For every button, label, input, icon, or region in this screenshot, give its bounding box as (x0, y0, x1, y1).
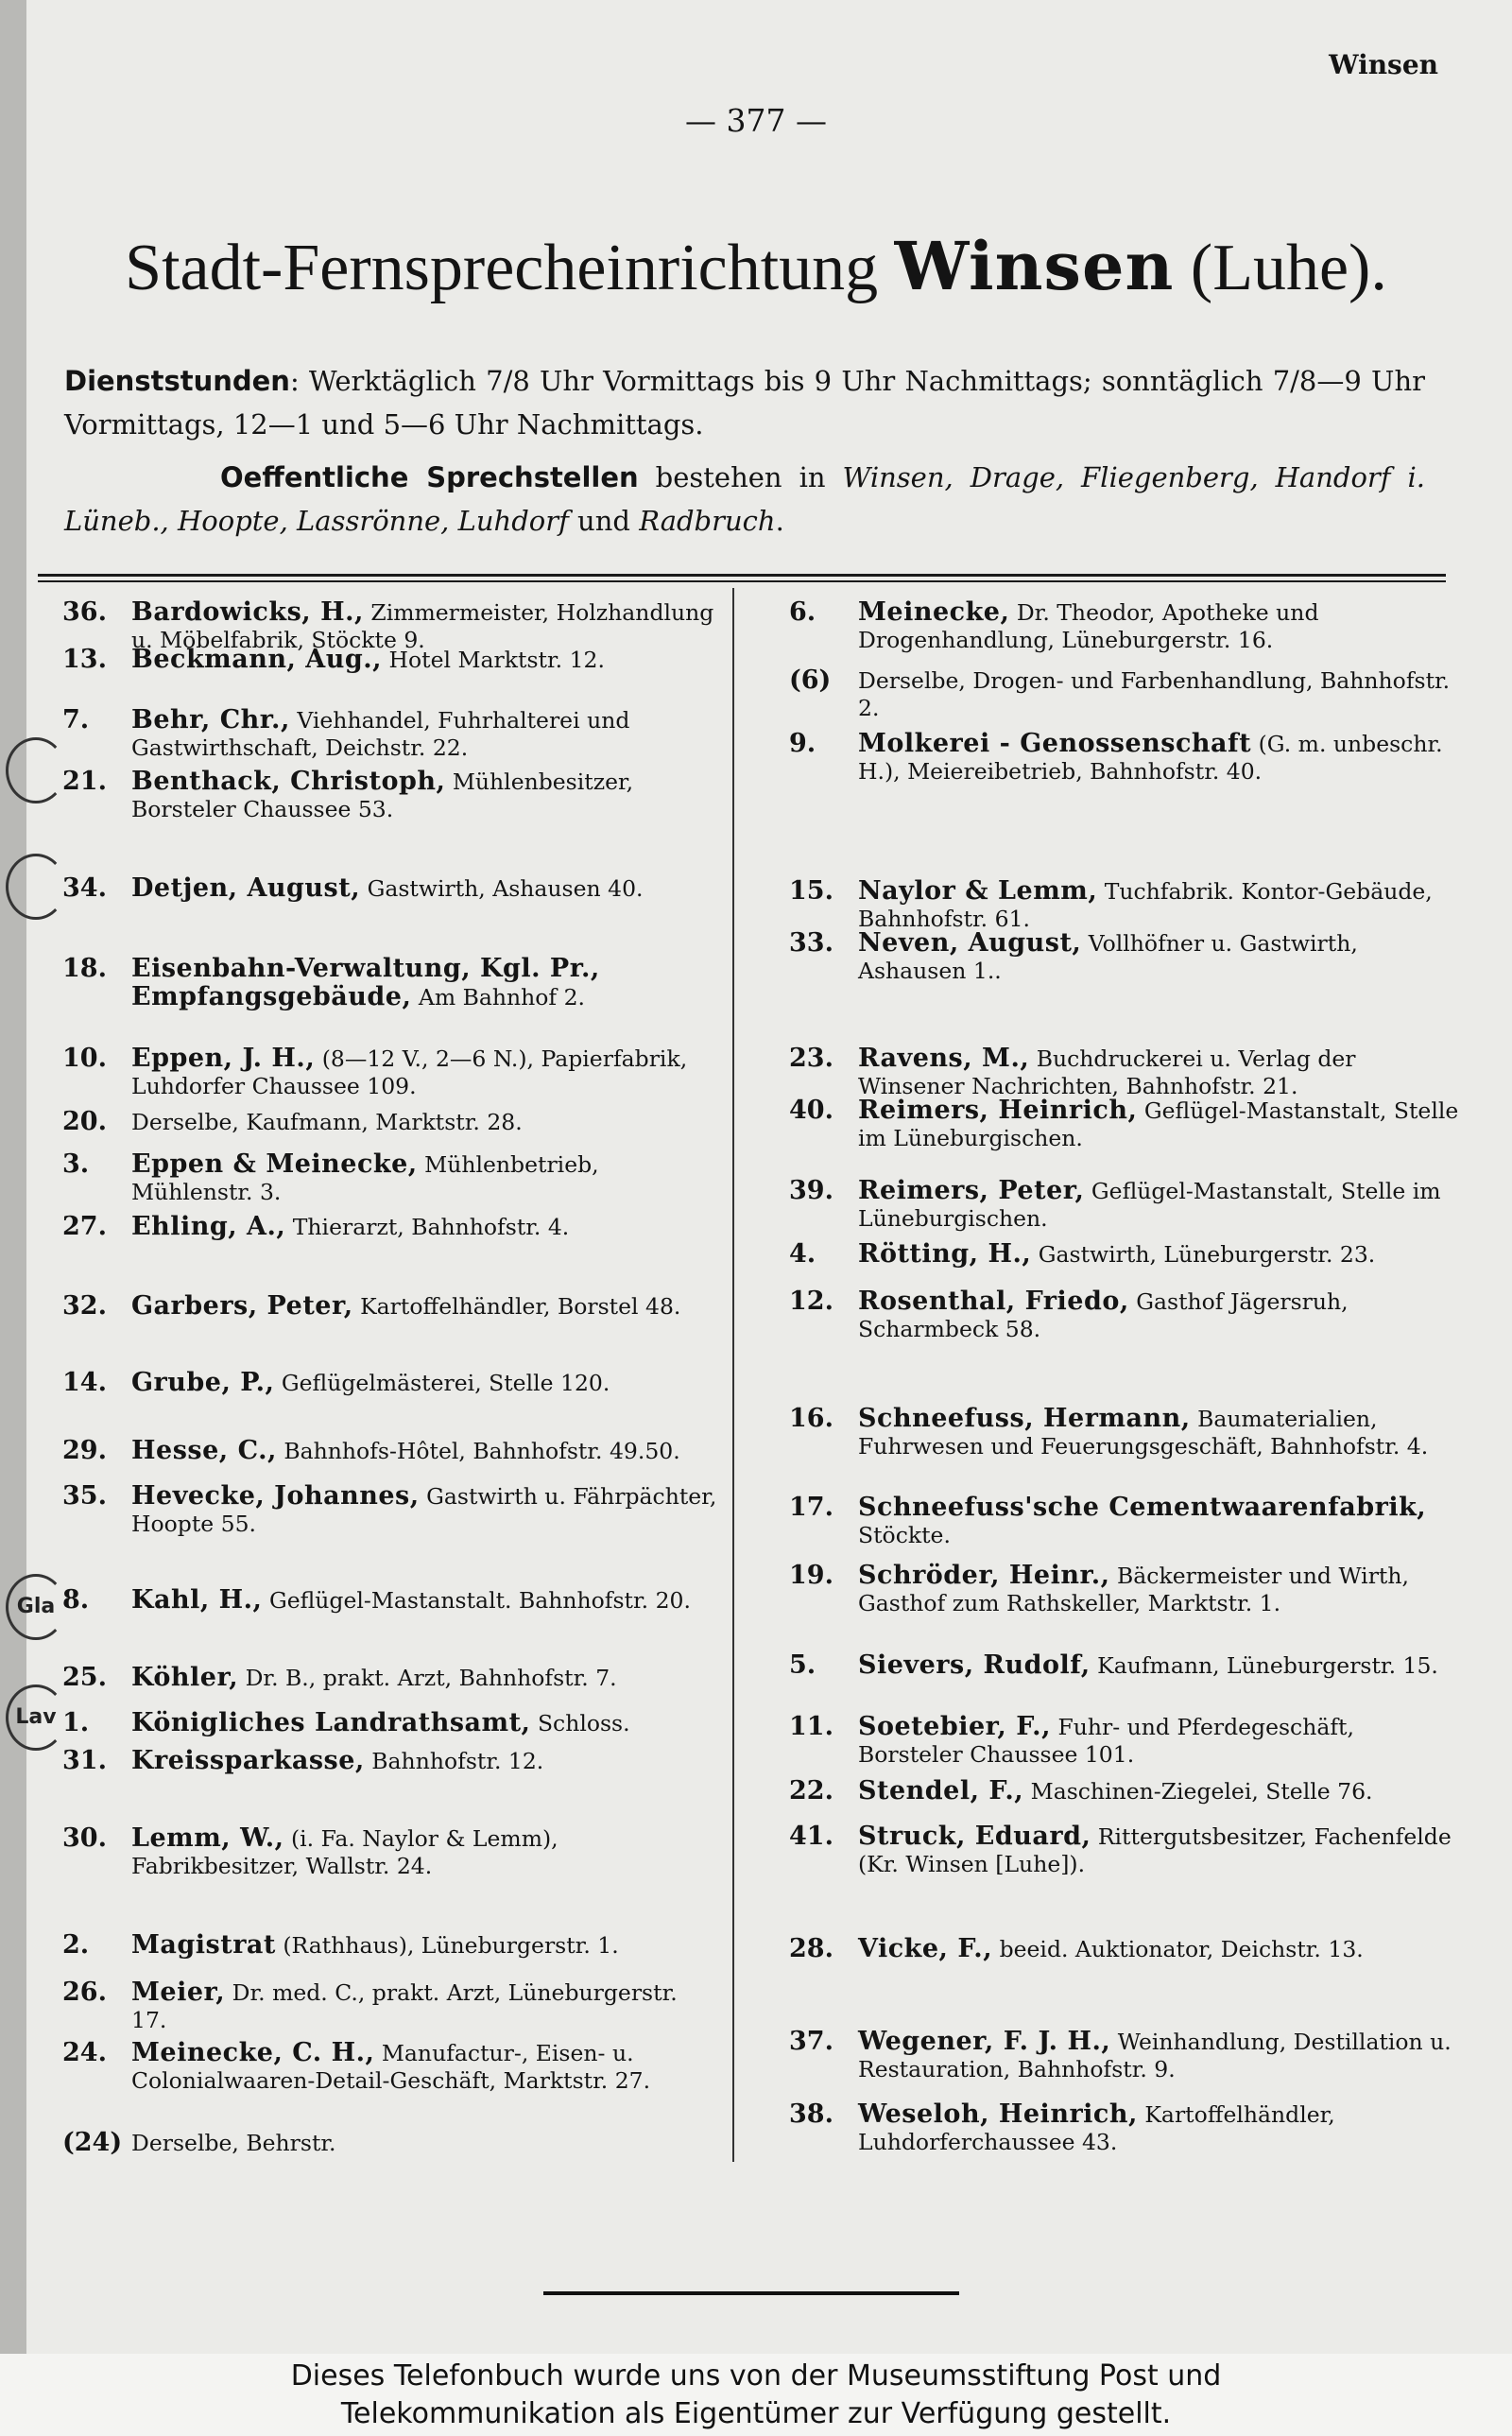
entry-text (62, 1931, 717, 1960)
public-places: Winsen, Drage, Fliegenberg, Handorf i. Lüneb., Hoopte, Lassrönne, Luhdorf (64, 461, 1425, 537)
entry-text (62, 2129, 717, 2157)
entry-text (789, 1935, 1463, 1963)
entry-text (789, 730, 1463, 786)
entry-text (62, 1824, 717, 1880)
subscriber-details: Baumaterialien, Fuhrwesen und Feuerungsgeschäft, Bahnhofstr. 4. (858, 1406, 1429, 1460)
subscriber-name: Detjen, August, (131, 873, 361, 903)
entry-text (789, 877, 1463, 933)
entry-number: 39. (789, 1176, 833, 1205)
entry-number: 27. (62, 1212, 107, 1241)
entry-text (62, 646, 717, 674)
subscriber-name: Vicke, F., (858, 1934, 993, 1963)
public-stations (64, 456, 1425, 543)
subscriber-details: Geflügel-Mastanstalt, Stelle im Lüneburgischen. (858, 1178, 1441, 1232)
entry-text (789, 1240, 1463, 1269)
entry-number: 24. (62, 2038, 107, 2067)
subscriber-name: Beckmann, Aug., (131, 645, 383, 674)
entry-number: 16. (789, 1404, 833, 1433)
entry-text (62, 1747, 717, 1775)
subscriber-name: Ravens, M., (858, 1044, 1030, 1073)
top-rule (38, 574, 1446, 577)
subscriber-name: Kreissparkasse, (131, 1746, 365, 1775)
subscriber-details: (8—12 V., 2—6 N.), Papierfabrik, Luhdorfer Chaussee 109. (131, 1045, 688, 1099)
entry-number: 41. (789, 1822, 833, 1851)
entry-text (62, 706, 717, 762)
entry-text (62, 1045, 717, 1100)
entry-text (789, 1097, 1463, 1152)
subscriber-details: Viehhandel, Fuhrhalterei und Gastwirthschaft, Deichstr. 22. (131, 707, 630, 761)
subscriber-name: Weseloh, Heinrich, (858, 2099, 1138, 2129)
public-and: und (568, 505, 640, 537)
entry-text (789, 598, 1463, 654)
entry-number: 9. (789, 729, 816, 758)
entry-text (62, 2039, 717, 2095)
subscriber-details: Hotel Marktstr. 12. (382, 647, 605, 673)
subscriber-name: Magistrat (131, 1930, 276, 1960)
subscriber-details: Mühlenbetrieb, Mühlenstr. 3. (131, 1151, 599, 1205)
entry-text (62, 1369, 717, 1397)
subscriber-details: Gasthof Jägersruh, Scharmbeck 58. (858, 1288, 1349, 1342)
subscriber-name: Eppen, J. H., (131, 1044, 316, 1073)
margin-mark: Gla (6, 1574, 66, 1640)
subscriber-details: Geflügel-Mastanstalt, Stelle im Lüneburgischen. (858, 1097, 1459, 1151)
entry-number: 8. (62, 1585, 90, 1615)
entry-text (62, 1664, 717, 1692)
subscriber-details: (G. m. unbeschr. H.), Meiereibetrieb, Bahnhofstr. 40. (858, 731, 1443, 785)
entry-number: 13. (62, 645, 107, 674)
entry-text (789, 1494, 1463, 1549)
subscriber-details: Rittergutsbesitzer, Fachenfelde (Kr. Winsen [Luhe]). (858, 1823, 1452, 1877)
entry-number: (24) (62, 2128, 123, 2157)
subscriber-details: Kartoffelhändler, Borstel 48. (352, 1293, 681, 1320)
entry-number: 32. (62, 1291, 107, 1321)
subscriber-name: Eppen & Meinecke, (131, 1149, 418, 1179)
entry-number: 20. (62, 1107, 107, 1136)
subscriber-details: Maschinen-Ziegelei, Stelle 76. (1023, 1778, 1373, 1805)
entry-number: 23. (789, 1044, 833, 1073)
entry-number: 28. (789, 1934, 833, 1963)
subscriber-name: Schröder, Heinr., (858, 1561, 1110, 1590)
entry-number: 33. (789, 928, 833, 958)
subscriber-name: Molkerei - Genossenschaft (858, 729, 1252, 758)
subscriber-details: Mühlenbesitzer, Borsteler Chaussee 53. (131, 769, 634, 822)
public-last: Radbruch (639, 505, 776, 537)
entry-text (789, 2100, 1463, 2156)
subscriber-name: Reimers, Heinrich, (858, 1096, 1138, 1125)
entry-text (789, 1287, 1463, 1343)
entry-text (789, 1405, 1463, 1460)
subscriber-name: Behr, Chr., (131, 705, 290, 734)
entry-number: 10. (62, 1044, 107, 1073)
margin-mark (6, 854, 66, 920)
subscriber-name: Benthack, Christoph, (131, 767, 446, 796)
entry-text (62, 1292, 717, 1321)
subscriber-details: Thierarzt, Bahnhofstr. 4. (285, 1214, 570, 1240)
subscriber-details: Geflügelmästerei, Stelle 120. (274, 1370, 610, 1396)
title-prefix: Stadt-Fernsprecheinrichtung (125, 232, 879, 304)
subscriber-details: Tuchfabrik. Kontor-Gebäude, Bahnhofstr. 61. (858, 878, 1433, 932)
subscriber-name: Bardowicks, H., (131, 597, 364, 627)
title-suffix: (Luhe). (1190, 232, 1387, 304)
subscriber-name: Naylor & Lemm, (858, 876, 1098, 906)
subscriber-name: Hesse, C., (131, 1436, 277, 1465)
subscriber-details: Bäckermeister und Wirth, Gasthof zum Rathskeller, Marktstr. 1. (858, 1563, 1409, 1616)
entry-number: 18. (62, 954, 107, 983)
subscriber-details: Gastwirth, Ashausen 40. (360, 875, 644, 902)
subscriber-name: Eisenbahn-Verwaltung, Kgl. Pr., Empfangsgebäude, (131, 954, 600, 1011)
entry-number: 19. (789, 1561, 833, 1590)
subscriber-name: Meinecke, C. H., (131, 2038, 375, 2067)
public-end: . (775, 505, 784, 537)
entry-text (62, 1978, 717, 2034)
subscriber-details: beeid. Auktionator, Deichstr. 13. (992, 1936, 1364, 1962)
entry-number: 1. (62, 1708, 90, 1737)
subscriber-name: Grube, P., (131, 1368, 275, 1397)
entry-number: 3. (62, 1149, 90, 1179)
footer-notice (0, 2354, 1512, 2436)
entry-text (789, 666, 1463, 722)
subscriber-name: Schneefuss, Hermann, (858, 1404, 1191, 1433)
entry-text (62, 874, 717, 903)
entry-number: 21. (62, 767, 107, 796)
entry-text (789, 1651, 1463, 1680)
entry-text (789, 1823, 1463, 1878)
entry-text (789, 1713, 1463, 1769)
entry-number: 34. (62, 873, 107, 903)
entry-text (789, 2028, 1463, 2083)
subscriber-details: Dr. B., prakt. Arzt, Bahnhofstr. 7. (238, 1665, 617, 1691)
subscriber-name: Meier, (131, 1978, 226, 2007)
entry-text (62, 1213, 717, 1241)
subscriber-details: Bahnhofstr. 12. (364, 1748, 544, 1774)
top-rule-thin (38, 580, 1446, 582)
entry-number: 14. (62, 1368, 107, 1397)
subscriber-details: Derselbe, Behrstr. (131, 2130, 336, 2156)
entry-number: 2. (62, 1930, 90, 1960)
subscriber-details: Zimmermeister, Holzhandlung u. Möbelfabrik, Stöckte 9. (131, 599, 714, 653)
subscriber-name: Schneefuss'sche Cementwaarenfabrik, (858, 1493, 1427, 1522)
subscriber-name: Reimers, Peter, (858, 1176, 1085, 1205)
entry-number: 4. (789, 1239, 816, 1269)
entry-number: 12. (789, 1287, 833, 1316)
subscriber-details: Kartoffelhändler, Luhdorferchaussee 43. (858, 2101, 1335, 2155)
entry-text (62, 955, 717, 1011)
service-hours (64, 359, 1425, 446)
entry-number: 36. (62, 597, 107, 627)
public-text: bestehen in (638, 461, 843, 493)
entry-text (62, 1709, 717, 1737)
subscriber-details: Gastwirth, Lüneburgerstr. 23. (1031, 1241, 1376, 1268)
entry-text (789, 1562, 1463, 1617)
entry-number: 7. (62, 705, 90, 734)
subscriber-name: Kahl, H., (131, 1585, 263, 1615)
subscriber-details: Geflügel-Mastanstalt. Bahnhofstr. 20. (262, 1587, 691, 1614)
entry-number: (6) (789, 665, 832, 695)
entry-text (789, 1777, 1463, 1805)
subscriber-details: Am Bahnhof 2. (411, 984, 585, 1011)
entry-text (62, 768, 717, 823)
subscriber-details: Bahnhofs-Hôtel, Bahnhofstr. 49.50. (276, 1438, 680, 1464)
subscriber-name: Soetebier, F., (858, 1712, 1051, 1741)
subscriber-details: Gastwirth u. Fährpächter, Hoopte 55. (131, 1483, 717, 1537)
entry-text (62, 1586, 717, 1615)
subscriber-name: Neven, August, (858, 928, 1082, 958)
subscriber-name: Sievers, Rudolf, (858, 1650, 1091, 1680)
subscriber-name: Lemm, W., (131, 1823, 284, 1853)
entry-number: 38. (789, 2099, 833, 2129)
entry-number: 29. (62, 1436, 107, 1465)
entry-text (789, 929, 1463, 985)
end-rule (543, 2291, 959, 2295)
public-label: Oeffentliche Sprechstellen (220, 461, 639, 493)
footer-line-1: Dieses Telefonbuch wurde uns von der Museumsstiftung Post und (290, 2359, 1222, 2393)
subscriber-name: Rötting, H., (858, 1239, 1032, 1269)
entry-number: 30. (62, 1823, 107, 1853)
entry-number: 25. (62, 1663, 107, 1692)
subscriber-name: Hevecke, Johannes, (131, 1481, 420, 1511)
entry-text (62, 1437, 717, 1465)
subscriber-name: Garbers, Peter, (131, 1291, 353, 1321)
subscriber-name: Meinecke, (858, 597, 1010, 627)
subscriber-details: Schloss. (530, 1710, 630, 1736)
subscriber-details: Manufactur-, Eisen- u. Colonialwaaren-Detail-Geschäft, Marktstr. 27. (131, 2040, 651, 2094)
title-city: Winsen (894, 227, 1175, 305)
entry-number: 5. (789, 1650, 816, 1680)
column-rule (732, 588, 734, 2162)
subscriber-name: Ehling, A., (131, 1212, 286, 1241)
entry-text (789, 1045, 1463, 1100)
page-number: — 377 — (685, 102, 827, 139)
page-title (0, 227, 1512, 306)
subscriber-details: Buchdruckerei u. Verlag der Winsener Nachrichten, Bahnhofstr. 21. (858, 1045, 1356, 1099)
subscriber-name: Stendel, F., (858, 1776, 1024, 1805)
hours-text: : Werktäglich 7/8 Uhr Vormittags bis 9 Uhr Nachmittags; sonntäglich 7/8—9 Uhr Vormittags, 12—1 und 5—6 Uhr Nachmittags. (64, 365, 1425, 441)
entry-number: 37. (789, 2027, 833, 2056)
subscriber-name: Rosenthal, Friedo, (858, 1287, 1129, 1316)
entry-text (62, 1150, 717, 1206)
subscriber-name: Struck, Eduard, (858, 1822, 1091, 1851)
subscriber-details: Derselbe, Drogen- und Farbenhandlung, Bahnhofstr. 2. (858, 667, 1451, 721)
hours-label: Dienststunden (64, 365, 290, 397)
subscriber-details: Derselbe, Kaufmann, Marktstr. 28. (131, 1109, 523, 1135)
subscriber-details: (Rathhaus), Lüneburgerstr. 1. (275, 1932, 619, 1959)
subscriber-name: Wegener, F. J. H., (858, 2027, 1111, 2056)
margin-mark: Lav (6, 1684, 66, 1751)
entry-number: 31. (62, 1746, 107, 1775)
subscriber-details: Weinhandlung, Destillation u. Restauration, Bahnhofstr. 9. (858, 2029, 1452, 2082)
entry-number: 40. (789, 1096, 833, 1125)
entry-text (789, 1177, 1463, 1233)
subscriber-details: Kaufmann, Lüneburgerstr. 15. (1090, 1652, 1438, 1679)
entry-number: 17. (789, 1493, 833, 1522)
subscriber-name: Köhler, (131, 1663, 239, 1692)
entry-number: 15. (789, 876, 833, 906)
subscriber-details: (i. Fa. Naylor & Lemm), Fabrikbesitzer, Wallstr. 24. (131, 1825, 558, 1879)
subscriber-details: Stöckte. (858, 1522, 951, 1548)
subscriber-details: Vollhöfner u. Gastwirth, Ashausen 1.. (858, 930, 1358, 984)
subscriber-details: Fuhr- und Pferdegeschäft, Borsteler Chaussee 101. (858, 1714, 1354, 1768)
entry-text (62, 1482, 717, 1538)
subscriber-details: Dr. Theodor, Apotheke und Drogenhandlung, Lüneburgerstr. 16. (858, 599, 1319, 653)
footer-line-2: Telekommunikation als Eigentümer zur Verfügung gestellt. (340, 2397, 1172, 2430)
entry-text (62, 1108, 717, 1136)
entry-number: 35. (62, 1481, 107, 1511)
margin-mark (6, 737, 66, 803)
running-head: Winsen (1329, 49, 1438, 80)
entry-number: 6. (789, 597, 816, 627)
entry-number: 22. (789, 1776, 833, 1805)
entry-number: 26. (62, 1978, 107, 2007)
subscriber-name: Königliches Landrathsamt, (131, 1708, 531, 1737)
entry-number: 11. (789, 1712, 833, 1741)
subscriber-details: Dr. med. C., prakt. Arzt, Lüneburgerstr. 17. (131, 1979, 678, 2033)
scan-edge (0, 0, 26, 2354)
